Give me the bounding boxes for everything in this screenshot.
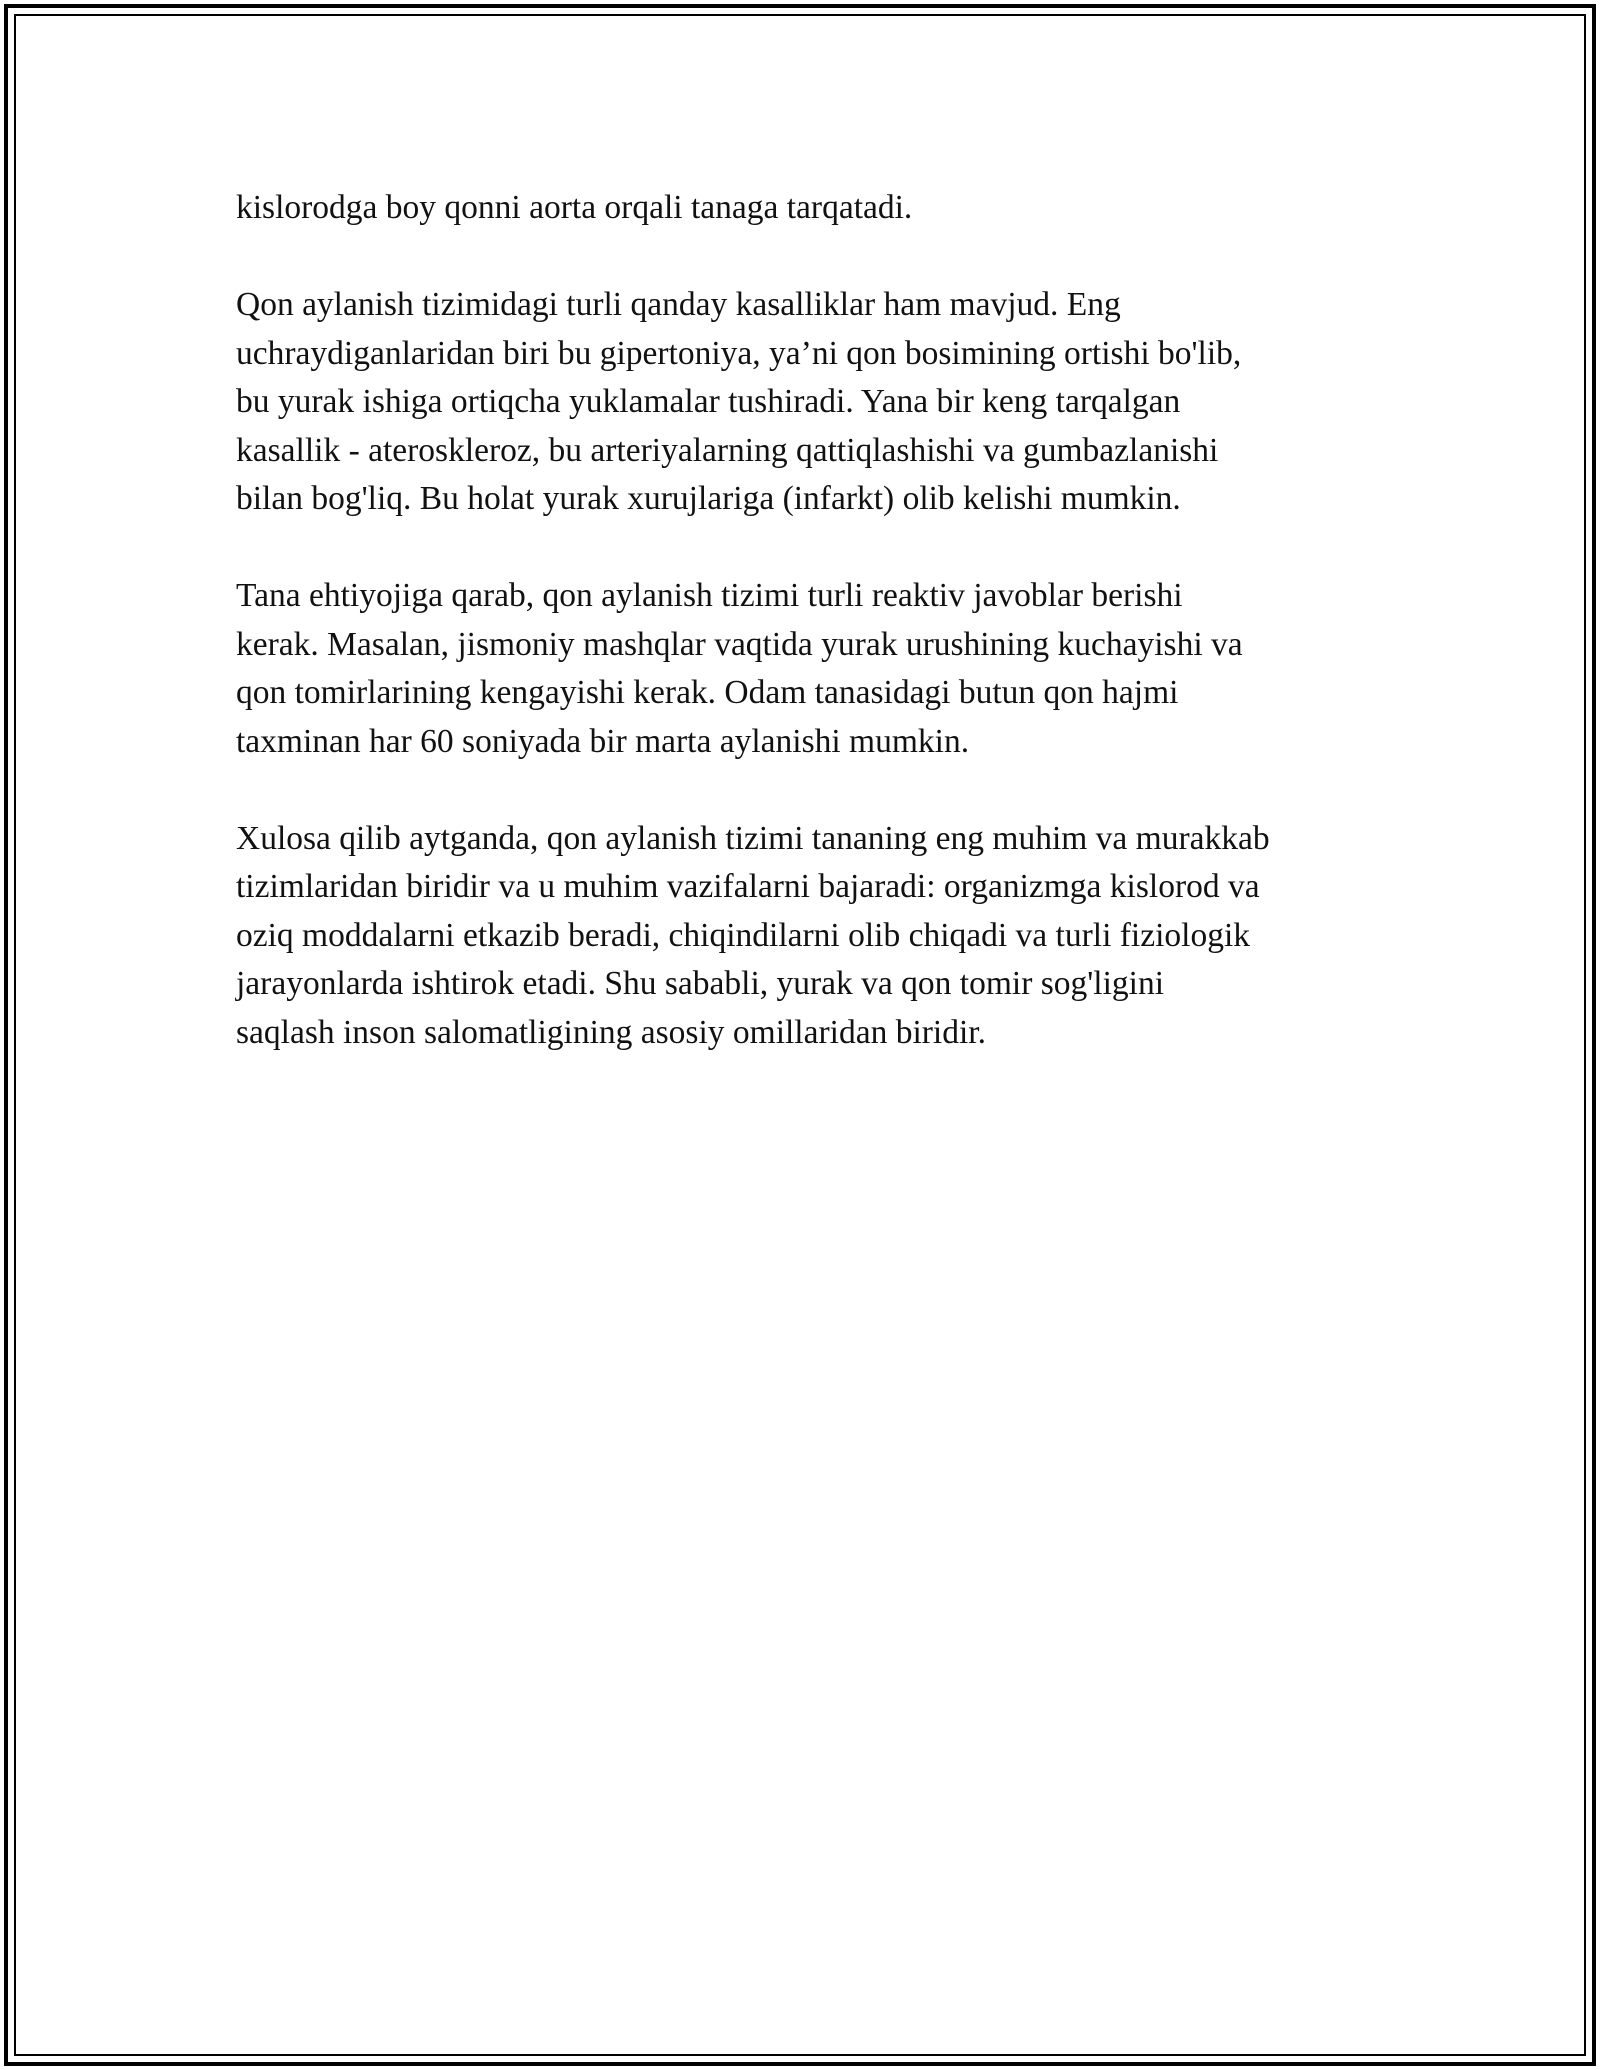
paragraph-1: kislorodga boy qonni aorta orqali tanaga tarqatadi. (236, 189, 913, 226)
paragraph-4: Xulosa qilib aytganda, qon aylanish tizimi tananing eng muhim va murakkab tizimlaridan biridir va u muhim vazifalarni bajaradi: organizmga kislorod va oziq moddalarni etkazib beradi, chiqindilarni olib chiqadi va turli fiziologik jarayonlarda ishtirok etadi. Shu sababli, yurak va qon tomir sog'ligini saqlash inson salomatligining asosiy omillaridan biridir. (236, 819, 1270, 1051)
document-body (236, 184, 1376, 1106)
paragraph-3: Tana ehtiyojiga qarab, qon aylanish tizimi turli reaktiv javoblar berishi kerak. Masalan, jismoniy mashqlar vaqtida yurak urushining kuchayishi va qon tomirlarining kengayishi kerak. Odam tanasidagi butun qon hajmi taxminan har 60 soniyada bir marta aylanishi mumkin. (236, 577, 1243, 760)
paragraph-2: Qon aylanish tizimidagi turli qanday kasalliklar ham mavjud. Eng uchraydiganlaridan biri bu gipertoniya, ya’ni qon bosimining ortishi bo'lib, bu yurak ishiga ortiqcha yuklamalar tushiradi. Yana bir keng tarqalgan kasallik - ateroskleroz, bu arteriyalarning qattiqlashishi va gumbazlanishi bilan bog'liq. Bu holat yurak xurujlariga (infarkt) olib kelishi mumkin. (236, 286, 1242, 517)
